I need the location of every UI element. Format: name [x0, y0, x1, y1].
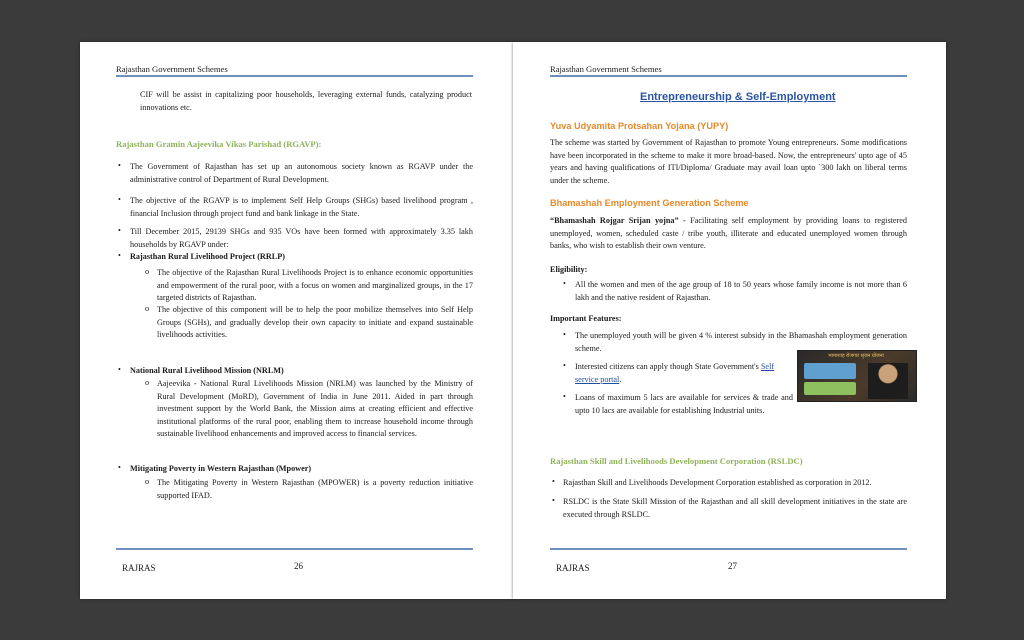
bhamashah-scheme-banner-image — [797, 350, 917, 402]
rsldc-item-2: RSLDC is the State Skill Mission of the Rajasthan and all skill development initiatives in the state are executed through RSLDC. — [563, 497, 907, 519]
beg-lead: “Bhamashah Rojgar Srijan yojna” - — [550, 216, 686, 225]
beg-heading: Bhamashah Employment Generation Scheme — [550, 198, 749, 208]
header-rule-left — [116, 75, 473, 77]
bullet: • — [118, 226, 121, 235]
beg-text: Facilitating self employment by providing loans to registered unemployed, women, scheduled caste / tribe youth, illiterate and educated unemployed women through banks, who wish to establish their own venture. — [550, 216, 907, 251]
rrlp-item-1: The objective of the Rajasthan Rural Livelihoods Project is to enhance economic opportunities and empowerment of the rural poor, with a focus on women and marginalized groups, in the 17 targeted districts of Rajasthan. — [157, 268, 473, 303]
banner-info-box — [804, 363, 856, 379]
sub-bullet: o — [145, 378, 150, 387]
yupy-text: The scheme was started by Government of Rajasthan to promote Young entrepreneurs. Some modifications have been incorporated in the scheme to make it more broad-based. Now, the entrepreneurs' upto age of 45 years and having qualifications of ITI/Diploma/ Graduate may avail loan upto `300 lakh on liberal terms under the scheme. — [550, 138, 907, 185]
feature-3: Loans of maximum 5 lacs are available for services & trade and upto 10 lacs are available for establishing Industrial units. — [575, 393, 793, 415]
bullet: • — [552, 477, 555, 486]
footer-brand-left: RAJRAS — [122, 563, 156, 573]
nrlm-heading: National Rural Livelihood Mission (NRLM) — [130, 366, 284, 375]
bullet: • — [118, 365, 121, 374]
self-service-portal-link[interactable]: Self service portal — [575, 362, 775, 384]
yupy-heading: Yuva Udyamita Protsahan Yojana (YUPY) — [550, 121, 729, 131]
eligibility-label: Eligibility: — [550, 265, 588, 274]
section-title: Entrepreneurship & Self-Employment — [640, 91, 836, 103]
banner-title: भामाशाह रोजगार सृजन योजना — [828, 353, 884, 359]
page-number-right: 27 — [728, 561, 737, 571]
rgavp-bullet-1: The Government of Rajasthan has set up an autonomous society known as RGAVP under the administrative control of Department of Rural Development. — [130, 162, 473, 184]
rgavp-bullet-3: Till December 2015, 29139 SHGs and 935 VOs have been formed with approximately 3.35 lakh households by RGAVP under: — [130, 227, 473, 249]
bullet: • — [118, 195, 121, 204]
rsldc-heading: Rajasthan Skill and Livelihoods Development Corporation (RSLDC) — [550, 456, 803, 466]
rsldc-item-1: Rajasthan Skill and Livelihoods Development Corporation established as corporation in 2012. — [563, 478, 872, 487]
eligibility-item: All the women and men of the age group of 18 to 50 years whose family income is not more than 6 lakh and the native resident of Rajasthan. — [575, 280, 907, 302]
feature-2 — [575, 361, 791, 386]
rrlp-heading: Rajasthan Rural Livelihood Project (RRLP) — [130, 252, 285, 261]
bullet: • — [563, 361, 566, 370]
sub-bullet: o — [145, 304, 150, 313]
beg-paragraph — [550, 215, 907, 253]
bullet: • — [118, 161, 121, 170]
running-header-left: Rajasthan Government Schemes — [116, 64, 228, 74]
nrlm-item-1: Aajeevika - National Rural Livelihoods Mission (NRLM) was launched by the Ministry of Rural Development (MoRD), Government of India in June 2011. Aided in part through investment support by the World Bank, the Mission aims at creating efficient and effective institutional platforms of the rural poor, enabling them to increase household income through sustainable livelihood enhancements and improved access to financial services. — [157, 379, 473, 439]
feature-2-text: Interested citizens can apply though State Government's — [575, 362, 761, 371]
banner-portrait — [868, 363, 908, 399]
sub-bullet: o — [145, 477, 150, 486]
features-label: Important Features: — [550, 314, 622, 323]
bullet: • — [563, 392, 566, 401]
feature-1: The unemployed youth will be given 4 % interest subsidy in the Bhamashah employment generation scheme. — [575, 331, 907, 353]
bullet: • — [563, 330, 566, 339]
mpower-heading: Mitigating Poverty in Western Rajasthan (Mpower) — [130, 464, 312, 473]
feature-2-end: . — [619, 374, 622, 384]
footer-rule-right — [550, 548, 907, 550]
rgavp-heading: Rajasthan Gramin Aajeevika Vikas Parishad (RGAVP): — [116, 139, 322, 149]
sub-bullet: o — [145, 267, 150, 276]
bullet: • — [552, 496, 555, 505]
footer-brand-right: RAJRAS — [556, 563, 590, 573]
footer-rule-left — [116, 548, 473, 550]
bullet: • — [118, 251, 121, 260]
header-rule-right — [550, 75, 907, 77]
mpower-item-1: The Mitigating Poverty in Western Rajasthan (MPOWER) is a poverty reduction initiative supported IFAD. — [157, 478, 473, 500]
running-header-right: Rajasthan Government Schemes — [550, 64, 662, 74]
rgavp-bullet-2: The objective of the RGAVP is to implement Self Help Groups (SHGs) based livelihood program , financial Inclusion through project fund and bank linkage in the State. — [130, 196, 473, 218]
rrlp-item-2: The objective of this component will be to help the poor mobilize themselves into Self Help Groups (SGHs), and gradually develop their own capacity to initiate and expand sustainable livelihoods activities. — [157, 305, 473, 340]
page-number-left: 26 — [294, 561, 303, 571]
banner-website-box — [804, 382, 856, 395]
intro-text: CIF will be assist in capitalizing poor households, leveraging external funds, catalyzing product innovations etc. — [140, 90, 472, 112]
bullet: • — [563, 279, 566, 288]
bullet: • — [118, 463, 121, 472]
